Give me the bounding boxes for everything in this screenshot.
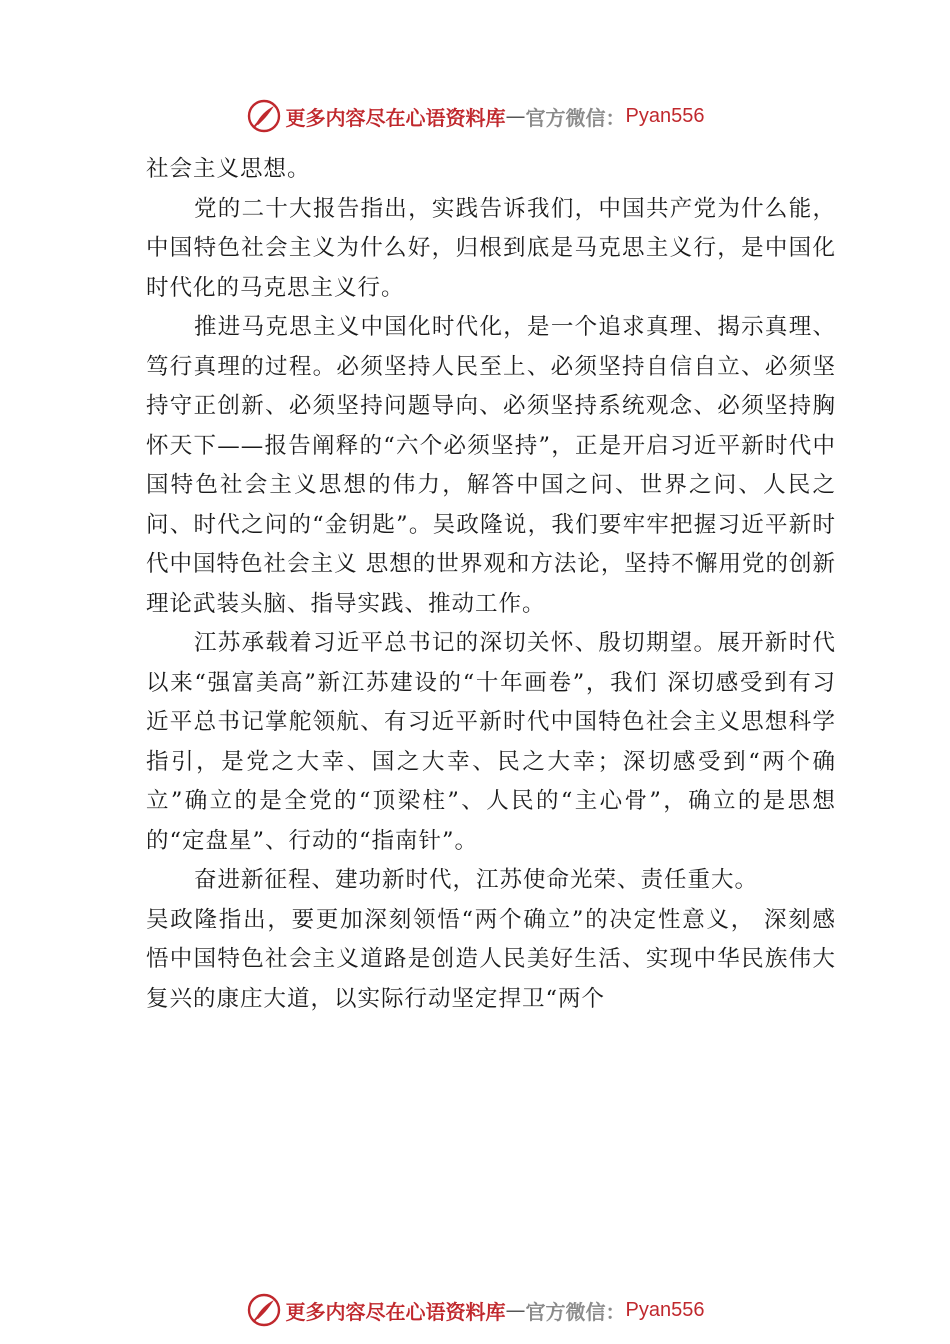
- quill-logo-icon: [246, 98, 282, 134]
- paragraph-2: 党的二十大报告指出，实践告诉我们，中国共产党为什么能，中国特色社会主义为什么好，归根到底是马克思主义行，是中国化时代化的马克思主义行。: [146, 195, 836, 301]
- header-banner: [0, 94, 950, 138]
- banner-contact-label: 官方微信：: [525, 105, 626, 130]
- paragraph-6: 吴政隆指出，要更加深刻领悟“两个确立”的决定性意义， 深刻感悟中国特色社会主义道路是创造人民美好生活、实现中华民族伟大复兴的康庄大道，以实际行动坚定捍卫“两个: [146, 906, 836, 1012]
- footer-banner: [0, 1288, 950, 1332]
- footer-dash: —: [505, 1298, 526, 1322]
- paragraph-4: 江苏承载着习近平总书记的深切关怀、殷切期望。展开新时代以来“强富美高”新江苏建设的“十年画卷”，我们 深切感受到有习近平总书记掌舵领航、有习近平新时代中国特色社会主义思想科学指引，是党之大幸、国之大幸、民之大幸；深切感受到“两个确立”确立的是全党的“顶梁柱”、人民的“主心骨”，确立的是思想的“定盘星”、行动的“指南针”。: [146, 630, 836, 854]
- banner-wechat-id: Pyan556: [625, 104, 705, 127]
- footer-contact-label: 官方微信：: [525, 1299, 626, 1324]
- document-body: [146, 150, 836, 1019]
- banner-dash: —: [505, 104, 526, 128]
- footer-wechat-id: Pyan556: [625, 1298, 705, 1321]
- quill-logo-icon: [246, 1292, 282, 1328]
- banner-brand-text: 更多内容尽在心语资料库: [285, 105, 506, 130]
- paragraph-5: 奋进新征程、建功新时代，江苏使命光荣、责任重大。: [194, 867, 759, 893]
- paragraph-3: 推进马克思主义中国化时代化，是一个追求真理、揭示真理、笃行真理的过程。必须坚持人民至上、必须坚持自信自立、必须坚持守正创新、必须坚持问题导向、必须坚持系统观念、必须坚持胸怀天下——报告阐释的“六个必须坚持”，正是开启习近平新时代中国特色社会主义思想的伟力，解答中国之问、世界之问、人民之问、时代之问的“金钥匙”。吴政隆说，我们要牢牢把握习近平新时代中国特色社会主义 思想的世界观和方法论，坚持不懈用党的创新理论武装头脑、指导实践、推动工作。: [146, 314, 836, 617]
- footer-brand-text: 更多内容尽在心语资料库: [285, 1299, 506, 1324]
- paragraph-1: 社会主义思想。: [146, 156, 311, 182]
